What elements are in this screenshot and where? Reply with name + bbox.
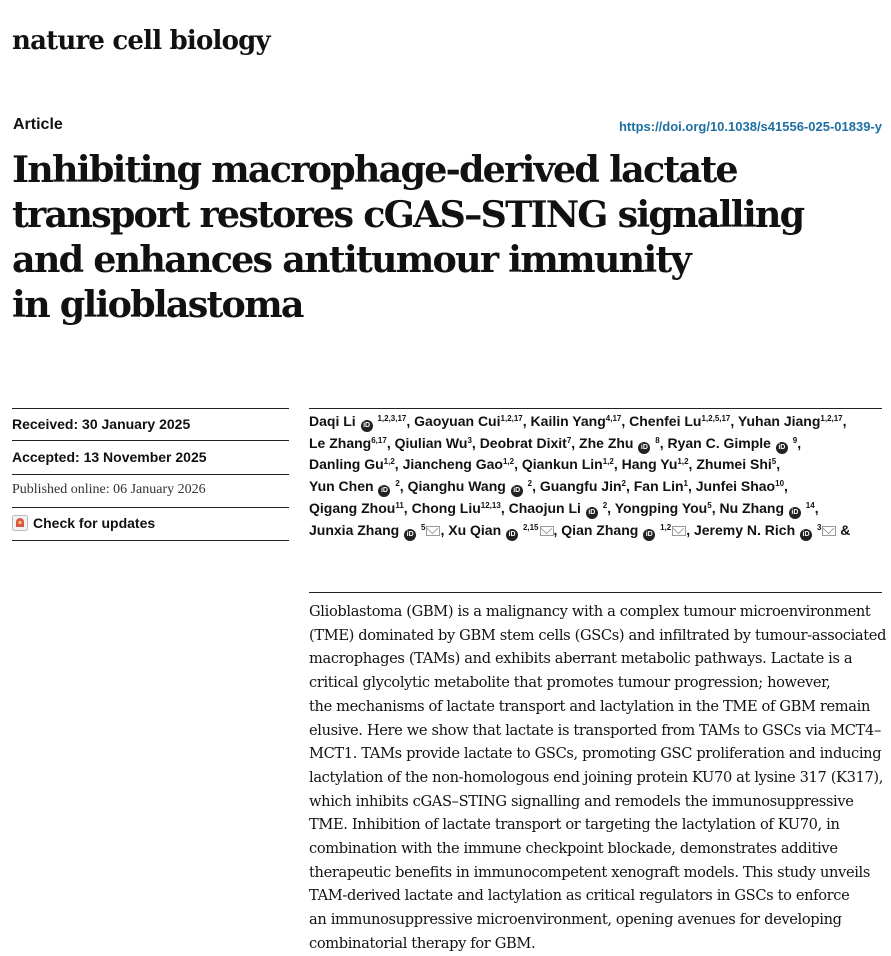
author-name[interactable]: Qigang Zhou xyxy=(309,499,396,516)
author-name[interactable]: Xu Qian xyxy=(448,521,502,538)
author-line: Daqi Li iD $^{1,2,3,17}$, Gaoyuan Cui$^{1,2,17}$, Kailin Yang$^{4,17}$, Chenfei Lu$^{1,2,5,17}$, Yuhan Jiang$^{1,2,17}$, xyxy=(309,411,882,433)
divider xyxy=(12,507,289,508)
divider xyxy=(309,592,882,593)
abstract-line: (TME) dominated by GBM stem cells (GSCs) and infiltrated by tumour-associated xyxy=(309,626,887,644)
published-date: Published online: 06 January 2026 xyxy=(12,482,206,497)
author-name[interactable]: Ryan C. Gimple xyxy=(667,434,771,451)
divider xyxy=(12,408,289,409)
affiliation-ref[interactable]: 1,2,17 xyxy=(820,414,843,423)
affiliation-ref[interactable]: 2 xyxy=(602,500,608,510)
author-name[interactable]: Deobrat Dixit xyxy=(479,434,567,451)
affiliation-ref[interactable]: 1,2,3,17 xyxy=(377,414,407,423)
author[interactable] xyxy=(309,456,395,472)
title-line: in glioblastoma xyxy=(12,283,303,326)
author[interactable] xyxy=(309,500,404,516)
affiliation-ref[interactable]: 5 xyxy=(771,457,777,467)
author-name[interactable]: Danling Gu xyxy=(309,456,384,473)
author[interactable] xyxy=(309,522,440,538)
affiliation-ref[interactable]: 4,17 xyxy=(605,414,622,423)
author[interactable] xyxy=(540,478,626,494)
author-name[interactable]: Daqi Li xyxy=(309,413,356,429)
author-name[interactable]: Yuhan Jiang xyxy=(737,413,821,429)
divider xyxy=(12,440,289,441)
affiliation-ref[interactable]: 7 xyxy=(566,435,572,445)
author[interactable] xyxy=(403,456,514,472)
orcid-icon[interactable]: iD xyxy=(378,485,390,497)
affiliation-ref[interactable]: 2 xyxy=(621,479,626,489)
author-name[interactable]: Qian Zhang xyxy=(561,521,639,538)
author-name[interactable]: Gaoyuan Cui xyxy=(414,413,501,429)
author-name[interactable]: Jeremy N. Rich xyxy=(693,521,796,538)
author-line: Le Zhang$^{6,17}$, Qiulian Wu$^3$, Deobrat Dixit$^7$, Zhe Zhu iD $^8$, Ryan C. Gimple iD $^9$, xyxy=(309,433,882,455)
abstract-line: combinatorial therapy for GBM. xyxy=(309,934,536,952)
orcid-icon[interactable]: iD xyxy=(404,529,416,541)
author-name[interactable]: Fan Lin xyxy=(633,478,684,495)
author[interactable] xyxy=(579,435,660,451)
author-name[interactable]: Chaojun Li xyxy=(508,499,581,516)
author-line: Yun Chen iD $^2$, Qianghu Wang iD $^2$, Guangfu Jin$^2$, Fan Lin$^1$, Junfei Shao$^{10}$, xyxy=(309,476,882,498)
abstract-line: critical glycolytic metabolite that promotes tumour progression; however, xyxy=(309,674,831,692)
abstract-line: elusive. Here we show that lactate is transported from TAMs to GSCs via MCT4– xyxy=(309,721,881,739)
check-for-updates-label[interactable]: Check for updates xyxy=(33,515,156,531)
author-list xyxy=(309,411,882,541)
abstract-line: TAM-derived lactate and lactylation as critical regulators in GSCs to enforce xyxy=(309,887,850,905)
divider xyxy=(309,408,882,409)
abstract-line: an immunosuppressive microenvironment, opening avenues for developing xyxy=(309,911,842,929)
abstract xyxy=(309,600,887,956)
author-line: Qigang Zhou$^{11}$, Chong Liu$^{12,13}$, Chaojun Li iD $^2$, Yongping You$^5$, Nu Zhang iD $^{14}$, xyxy=(309,498,882,520)
article-type: Article xyxy=(13,116,63,133)
abstract-line: macrophages (TAMs) and exhibits aberrant metabolic pathways. Lactate is a xyxy=(309,650,853,668)
affiliation-ref[interactable]: 1,2,5,17 xyxy=(701,414,731,423)
author-name[interactable]: Yongping You xyxy=(614,499,708,516)
author[interactable] xyxy=(696,478,784,494)
affiliation-ref[interactable]: 12,13 xyxy=(480,500,501,510)
affiliation-ref[interactable]: 5 xyxy=(707,500,712,510)
author[interactable] xyxy=(309,413,406,429)
author-name[interactable]: Zhe Zhu xyxy=(579,434,634,451)
affiliation-ref[interactable]: 1,2 xyxy=(660,522,672,532)
affiliation-ref[interactable]: 1 xyxy=(683,479,688,489)
author[interactable] xyxy=(408,478,532,494)
author[interactable] xyxy=(719,500,814,516)
accepted-date: Accepted: 13 November 2025 xyxy=(12,449,207,465)
doi-link[interactable]: https://doi.org/10.1038/s41556-025-01839-y xyxy=(618,119,882,134)
title-line: transport restores cGAS–STING signalling xyxy=(12,193,804,236)
author[interactable] xyxy=(480,435,572,451)
author[interactable] xyxy=(629,413,730,429)
affiliation-ref[interactable]: 1,2 xyxy=(502,457,515,467)
title-line: and enhances antitumour immunity xyxy=(12,238,690,281)
author[interactable] xyxy=(509,500,608,516)
author[interactable] xyxy=(309,435,387,451)
abstract-line: which inhibits cGAS–STING signalling and remodels the immunosuppressive xyxy=(309,792,854,810)
orcid-icon[interactable]: iD xyxy=(638,442,650,454)
author-name[interactable]: Jiancheng Gao xyxy=(402,456,503,473)
abstract-line: Glioblastoma (GBM) is a malignancy with a complex tumour microenvironment xyxy=(309,603,871,620)
affiliation-ref[interactable]: 11 xyxy=(395,500,404,510)
author-name[interactable]: Hang Yu xyxy=(621,456,678,473)
affiliation-ref[interactable]: 1,2 xyxy=(383,457,395,467)
orcid-icon[interactable]: iD xyxy=(789,507,801,519)
affiliation-ref[interactable]: 14 xyxy=(805,500,815,510)
abstract-line: MCT1. TAMs provide lactate to GSCs, promoting GSC proliferation and inducing xyxy=(309,745,882,763)
author-name[interactable]: Qiankun Lin xyxy=(521,456,603,473)
divider xyxy=(12,540,289,541)
author-name[interactable]: Yun Chen xyxy=(309,478,374,495)
author-name[interactable]: Le Zhang xyxy=(309,434,372,451)
author[interactable] xyxy=(738,413,843,429)
author-line: Danling Gu$^{1,2}$, Jiancheng Gao$^{1,2}$, Qiankun Lin$^{1,2}$, Hang Yu$^{1,2}$, Zhumei Shi$^5$, xyxy=(309,456,781,473)
email-icon[interactable] xyxy=(540,526,554,536)
author[interactable] xyxy=(412,500,501,516)
author[interactable] xyxy=(634,478,688,494)
orcid-icon[interactable]: iD xyxy=(511,485,523,497)
author-name[interactable]: Chong Liu xyxy=(411,499,481,516)
orcid-icon[interactable]: iD xyxy=(506,529,518,541)
author-line: Junxia Zhang iD $^5$ , Xu Qian iD $^{2,15}$ , Qian Zhang iD $^{1,2}$ , Jeremy N. Rich iD $^3$ & xyxy=(309,520,882,542)
affiliation-ref[interactable]: 3 xyxy=(467,435,472,445)
affiliation-ref[interactable]: 1,2 xyxy=(677,457,689,467)
author[interactable] xyxy=(531,413,622,429)
email-icon[interactable] xyxy=(426,526,440,536)
check-for-updates-icon xyxy=(12,515,28,531)
affiliation-ref[interactable]: 2 xyxy=(395,479,400,489)
orcid-icon[interactable]: iD xyxy=(586,507,598,519)
abstract-line: the mechanisms of lactate transport and lactylation in the TME of GBM remain xyxy=(309,697,870,715)
author[interactable] xyxy=(622,456,689,472)
author-name[interactable]: Guangfu Jin xyxy=(539,478,622,495)
affiliation-ref[interactable]: 10 xyxy=(775,479,785,489)
orcid-icon[interactable]: iD xyxy=(361,420,373,432)
author-name[interactable]: Qiulian Wu xyxy=(394,434,468,451)
author[interactable] xyxy=(694,522,836,538)
author[interactable] xyxy=(522,456,614,472)
author-name[interactable]: Junfei Shao xyxy=(695,478,776,495)
affiliation-ref[interactable]: 2,15 xyxy=(522,522,539,532)
journal-name[interactable]: nature cell biology xyxy=(12,26,270,56)
author[interactable] xyxy=(615,500,712,516)
email-icon[interactable] xyxy=(822,526,836,536)
affiliation-ref[interactable]: 1,2 xyxy=(602,457,614,467)
email-icon[interactable] xyxy=(672,526,686,536)
author[interactable] xyxy=(448,522,553,538)
orcid-icon[interactable]: iD xyxy=(776,442,788,454)
author-name[interactable]: Nu Zhang xyxy=(719,499,785,516)
abstract-line: lactylation of the non-homologous end joining protein KU70 at lysine 317 (K317), xyxy=(309,768,884,786)
affiliation-ref[interactable]: 6,17 xyxy=(371,435,387,445)
author[interactable] xyxy=(696,456,776,472)
author-name[interactable]: Junxia Zhang xyxy=(309,521,400,538)
affiliation-ref[interactable]: 3 xyxy=(816,522,822,532)
affiliation-ref[interactable]: 9 xyxy=(792,435,798,445)
orcid-icon[interactable]: iD xyxy=(643,529,655,541)
author[interactable] xyxy=(309,478,400,494)
article-title xyxy=(12,147,882,327)
affiliation-ref[interactable]: 1,2,17 xyxy=(500,414,523,423)
author-name[interactable]: Qianghu Wang xyxy=(407,478,506,495)
author[interactable] xyxy=(561,522,686,538)
abstract-line: combination with the immune checkpoint blockade, demonstrates additive xyxy=(309,840,838,858)
affiliation-ref[interactable]: 2 xyxy=(527,479,533,489)
received-date: Received: 30 January 2025 xyxy=(12,416,191,432)
check-for-updates[interactable] xyxy=(12,515,288,531)
author-name[interactable]: Chenfei Lu xyxy=(629,413,702,429)
divider xyxy=(12,474,289,475)
affiliation-ref[interactable]: 8 xyxy=(655,435,660,445)
author-name[interactable]: Kailin Yang xyxy=(530,413,606,429)
author[interactable] xyxy=(414,413,523,429)
title-line: Inhibiting macrophage-derived lactate xyxy=(12,148,737,191)
abstract-line: therapeutic benefits in immunocompetent xenograft models. This study unveils xyxy=(309,863,871,881)
author-name[interactable]: Zhumei Shi xyxy=(696,456,772,473)
author[interactable] xyxy=(395,435,472,451)
author[interactable] xyxy=(668,435,798,451)
affiliation-ref[interactable]: 5 xyxy=(421,522,426,532)
abstract-line: TME. Inhibition of lactate transport or targeting the lactylation of KU70, in xyxy=(309,816,840,834)
orcid-icon[interactable]: iD xyxy=(800,529,812,541)
